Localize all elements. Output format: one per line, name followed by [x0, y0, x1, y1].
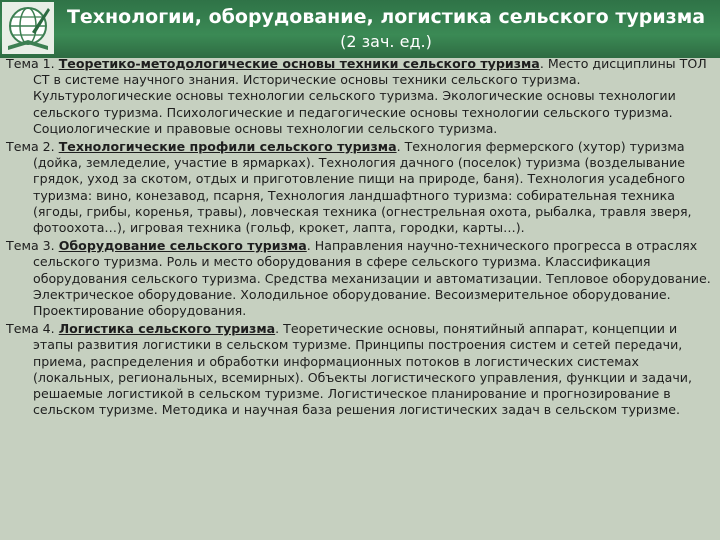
topic-1: [6, 56, 714, 137]
page-title: Технологии, оборудование, логистика сельского туризма: [66, 6, 706, 28]
topic-name: Оборудование сельского туризма: [58, 238, 307, 254]
topic-label: Тема 2.: [6, 139, 59, 155]
topic-text: . Направления научно-технического прогресса в отраслях сельского туризма. Роль и место оборудования в сфере сельского туризма. Классификация оборудования сельского туризма. Средства механизации и автоматизации. Тепловое оборудование. Электрическое оборудование. Холодильное оборудование. Весоизмерительное оборудование. Проектирование оборудования.: [33, 238, 711, 319]
topic-text: . Теоретические основы, понятийный аппарат, концепции и этапы развития логистики в сельском туризме. Принципы построения систем и сетей передачи, приема, распределения и обработки информационных потоков в логистических системах (локальных, региональных, всемирных). Объекты логистического управления, функции и задачи, решаемые логистикой в сельском туризме. Логистическое планирование и прогнозирование в сельском туризме. Методика и научная база решения логистических задач в сельском туризме.: [33, 321, 692, 418]
topic-label: Тема 1.: [6, 56, 59, 71]
globe-book-logo-icon: [2, 2, 54, 54]
topic-text: . Место дисциплины ТОЛ СТ в системе научного знания. Исторические основы техники сельского туризма. Культурологические основы технологии сельского туризма. Экологические основы технологии сельского туризма. Психологические и педагогические основы технологии сельского туризма. Социологические и правовые основы технологии сельского туризма.: [33, 56, 707, 136]
topic-label: Тема 4.: [6, 321, 59, 337]
topic-name: Теоретико-методологические основы техники сельского туризма: [58, 56, 540, 71]
topic-name: Технологические профили сельского туризма: [58, 139, 397, 155]
title-banner: [0, 0, 720, 58]
topics-list: [6, 56, 714, 420]
topic-3: [6, 238, 714, 319]
topic-2: [6, 139, 714, 236]
topic-text: . Технология фермерского (хутор) туризма (дойка, земледелие, участие в ярмарках). Технология дачного (поселок) туризма (возделывание грядок, уход за скотом, отдых и приготовление пищи на природе, баня). Технология усадебного туризма: вино, конезавод, псарня, Технология ландшафтного туризма: собирательная техника (ягоды, грибы, коренья, травы), ловческая техника (огнестрельная охота, рыбалка, травля зверя, фотоохота…), игровая техника (гольф, крокет, лапта, городки, карты…).: [33, 139, 692, 236]
topic-label: Тема 3.: [6, 238, 59, 254]
topic-name: Логистика сельского туризма: [58, 321, 276, 337]
topic-4: [6, 321, 714, 418]
page-subtitle: (2 зач. ед.): [340, 32, 432, 51]
